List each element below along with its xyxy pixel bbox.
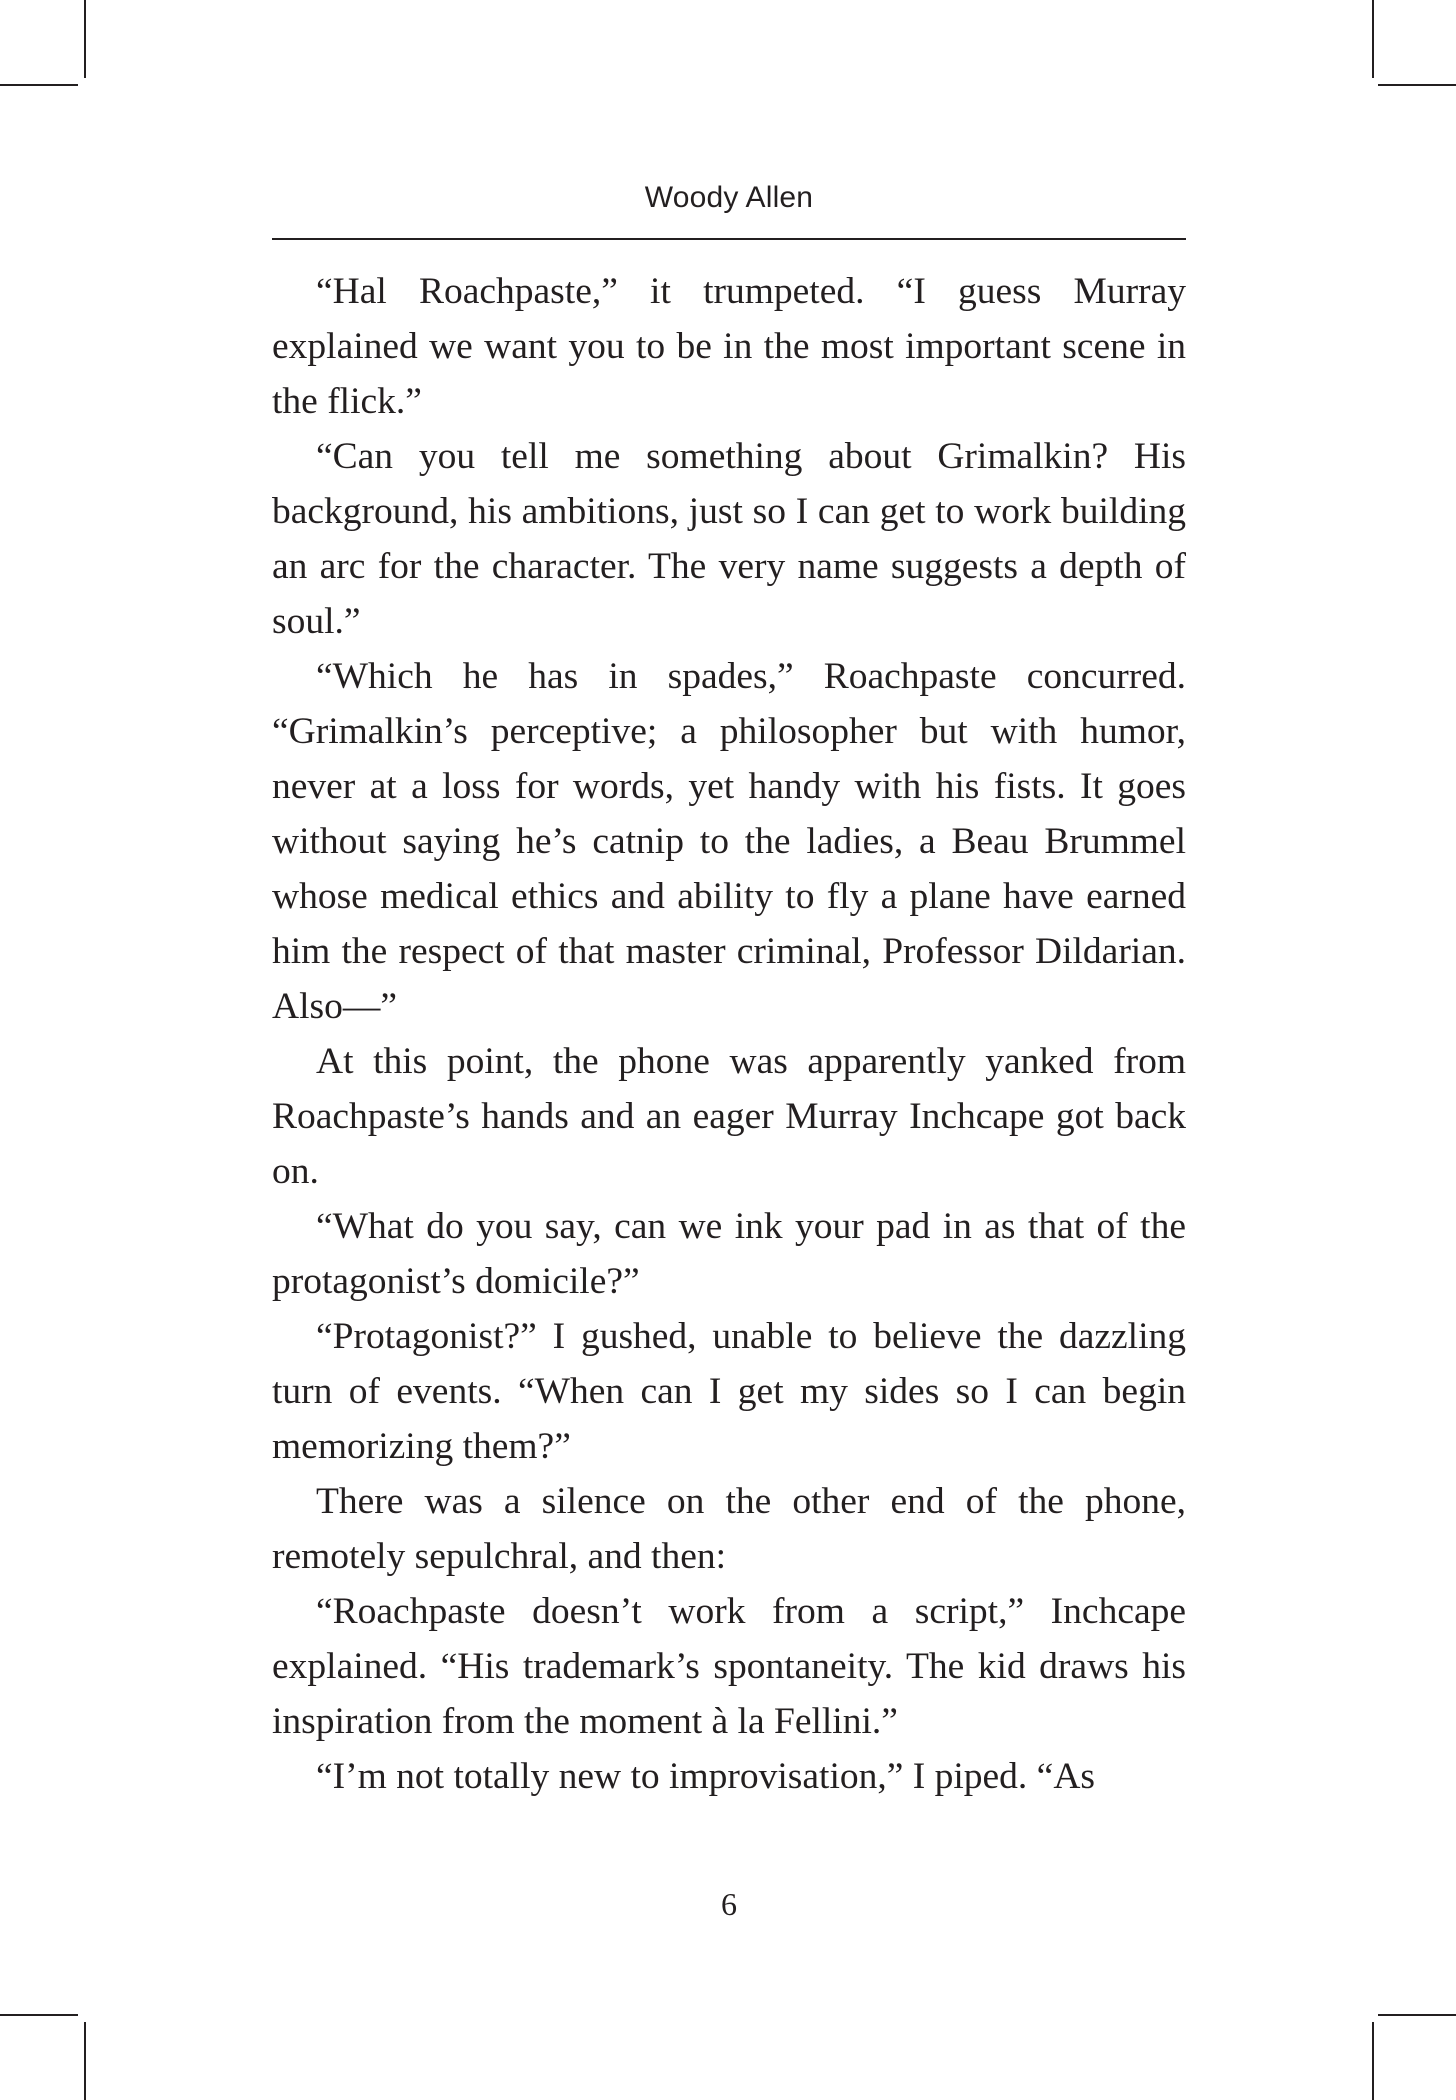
paragraph: “Which he has in spades,” Roachpaste concurred. “Grimalkin’s perceptive; a philosopher but with humor, never at a loss for words, yet handy with his fists. It goes without saying he’s catnip to the ladies, a Beau Brummel whose medical ethics and ability to fly a plane have earned him the respect of that master criminal, Professor Dildarian. Also—”	[272, 656, 1186, 1027]
paragraph: “Can you tell me something about Grimalkin? His background, his ambitions, just so I can get to work building an arc for the character. The very name suggests a depth of soul.”	[272, 436, 1186, 642]
paragraph: “I’m not totally new to improvisation,” I piped. “As	[316, 1756, 1096, 1797]
body-text	[272, 264, 1186, 1804]
paragraph: “Roachpaste doesn’t work from a script,” Inchcape explained. “His trademark’s spontaneity. The kid draws his inspiration from the moment à la Fellini.”	[272, 1591, 1186, 1742]
crop-mark-top-left-vertical	[84, 0, 86, 78]
crop-mark-bottom-right-vertical	[1372, 2022, 1374, 2100]
paragraph: “Protagonist?” I gushed, unable to believe the dazzling turn of events. “When can I get my sides so I can begin memorizing them?”	[272, 1316, 1186, 1467]
crop-mark-top-right-vertical	[1372, 0, 1374, 78]
crop-mark-bottom-left-vertical	[84, 2022, 86, 2100]
crop-mark-bottom-left-horizontal	[0, 2014, 78, 2016]
paragraph: “What do you say, can we ink your pad in as that of the protagonist’s domicile?”	[272, 1206, 1186, 1302]
running-head: Woody Allen	[644, 181, 814, 214]
paragraph: There was a silence on the other end of the phone, remotely sepulchral, and then:	[272, 1481, 1186, 1577]
crop-mark-top-right-horizontal	[1378, 84, 1456, 86]
crop-mark-top-left-horizontal	[0, 84, 78, 86]
paragraph: At this point, the phone was apparently yanked from Roachpaste’s hands and an eager Murray Inchcape got back on.	[272, 1041, 1186, 1192]
page-number: 6	[721, 1886, 737, 1922]
paragraph: “Hal Roachpaste,” it trumpeted. “I guess Murray explained we want you to be in the most important scene in the flick.”	[272, 271, 1186, 422]
header-rule	[272, 238, 1186, 240]
crop-mark-bottom-right-horizontal	[1378, 2014, 1456, 2016]
